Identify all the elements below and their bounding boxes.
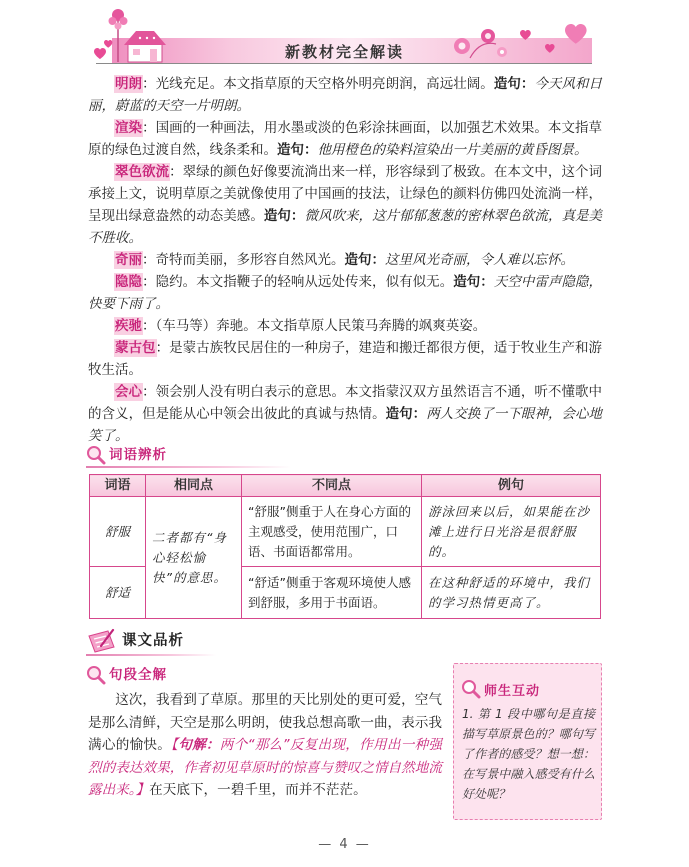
vocab-term: 奇丽 xyxy=(115,252,142,268)
table-header-difference: 不同点 xyxy=(242,475,422,497)
table-cell-example: 在这种舒适的环境中，我们的学习热情更高了。 xyxy=(422,567,601,619)
vocab-entry xyxy=(88,271,602,315)
example-label: 造句： xyxy=(277,142,318,158)
example-label: 造句： xyxy=(344,252,385,268)
section-underline xyxy=(86,466,291,468)
vocab-entry xyxy=(88,337,602,381)
vocab-separator: ： xyxy=(142,384,156,400)
table-cell-word: 舒服 xyxy=(90,497,146,567)
example-label: 造句： xyxy=(493,76,535,92)
teacher-student-interaction-box xyxy=(453,663,602,820)
example-label: 造句： xyxy=(263,208,305,224)
magnifier-icon xyxy=(86,445,106,465)
magnifier-icon xyxy=(461,679,481,699)
vocab-definition: （车马等）奔驰。本文指草原人民策马奔腾的飒爽英姿。 xyxy=(155,318,487,334)
pen-book-icon xyxy=(86,628,118,654)
interaction-heading xyxy=(461,679,540,699)
page-number: — 4 — xyxy=(318,837,371,852)
vocab-term: 隐隐 xyxy=(115,274,143,290)
vocab-term: 疾驰 xyxy=(115,318,142,334)
vocab-term: 会心 xyxy=(115,384,143,400)
table-cell-example: 游泳回来以后，如果能在沙滩上进行日光浴是很舒服的。 xyxy=(422,497,601,567)
example-label: 造句： xyxy=(453,274,494,290)
annotation-close-bracket: 】 xyxy=(135,782,150,799)
table-row xyxy=(90,497,601,567)
section-title: 课文品析 xyxy=(122,633,184,649)
table-cell-difference: “舒适”侧重于客观环境使人感到舒服，多用于书面语。 xyxy=(242,567,422,619)
vocab-definition: 是蒙古族牧民居住的一种房子，建造和搬迁都很方便，适于牧业生产和游牧生活。 xyxy=(88,340,603,378)
table-cell-word: 舒适 xyxy=(90,567,146,619)
vocab-definition: 国画的一种画法，用水墨或淡的色彩涂抹画面，以加强艺术效果。本文指草原的绿色过渡自然，线条柔和。 xyxy=(88,120,603,158)
annotation-label: 句解： xyxy=(178,737,220,754)
vocab-term: 翠色欲流 xyxy=(115,164,170,180)
vocab-definition: 领会别人没有明白表示的意思。本文指蒙汉双方虽然语言不通，听不懂歌中的含义，但是能从心中领会出彼此的真诚与热情。 xyxy=(88,384,603,422)
table-header-row xyxy=(90,475,601,497)
annotation-text: 两个“那么”反复出现，作用出一种强烈的表达效果，作者初见草原时的惊喜与赞叹之情自然地流露出来。 xyxy=(88,737,443,799)
vocab-term: 明朗 xyxy=(115,76,143,92)
vocab-definition: 光线充足。本文指草原的天空格外明亮朗润，高远壮阔。 xyxy=(155,76,494,92)
word-analysis-heading xyxy=(86,445,167,465)
vocab-definition: 奇特而美丽，多形容自然风光。 xyxy=(155,252,345,268)
vocab-entry xyxy=(88,315,602,337)
vocab-separator: ： xyxy=(155,340,170,356)
section-title: 词语辨析 xyxy=(109,447,167,463)
vocab-entry xyxy=(88,249,602,271)
page-header xyxy=(0,0,689,68)
table-header-similarity: 相同点 xyxy=(146,475,242,497)
vocab-entry xyxy=(88,381,602,447)
header-title: 新教材完全解读 xyxy=(284,43,404,61)
word-analysis-table xyxy=(89,474,601,619)
example-sentence: 天空中雷声隐隐，快要下雨了。 xyxy=(88,274,603,312)
vocab-separator: ： xyxy=(142,120,156,136)
table-header-word: 词语 xyxy=(90,475,146,497)
table-cell-difference: “舒服”侧重于人在身心方面的主观感受，使用范围广，口语、书面语都常用。 xyxy=(242,497,422,567)
interaction-title: 师生互动 xyxy=(484,683,541,699)
vocab-term: 蒙古包 xyxy=(115,340,156,356)
vocab-definition: 翠绿的颜色好像要流淌出来一样，形容绿到了极致。在本文中，这个词承接上文，说明草原之美就像使用了中国画的技法，让绿色的颜料仿佛四处流淌一样，呈现出绿意盎然的动态美感。 xyxy=(88,164,603,224)
example-sentence: 两人交换了一下眼神，会心地笑了。 xyxy=(88,406,603,444)
magnifier-icon xyxy=(86,665,106,685)
vocab-separator: ： xyxy=(142,76,156,92)
vocab-separator: ： xyxy=(142,274,156,290)
section-underline xyxy=(86,654,216,656)
example-sentence: 这里风光奇丽，令人难以忘怀。 xyxy=(385,252,574,268)
vocab-definition: 隐约。本文指鞭子的轻响从远处传来，似有似无。 xyxy=(155,274,454,290)
vocabulary-list xyxy=(88,73,602,447)
passage-analysis-heading xyxy=(86,665,167,685)
text-analysis-heading xyxy=(86,628,184,654)
subsection-title: 句段全解 xyxy=(109,667,167,683)
interaction-question: 1. 第 1 段中哪句是直接描写草原景色的？哪句写了作者的感受？想一想：在写景中融入感受有什么好处呢？ xyxy=(462,707,595,801)
example-label: 造句： xyxy=(385,406,427,422)
vocab-term: 渲染 xyxy=(115,120,143,136)
table-header-example: 例句 xyxy=(422,475,601,497)
table-cell-shared-meaning: 二者都有“身心轻松愉快”的意思。 xyxy=(146,497,242,619)
vocab-separator: ： xyxy=(142,252,156,268)
vocab-entry xyxy=(88,161,602,249)
paragraph-text: 在天底下，一碧千里，而并不茫茫。 xyxy=(149,782,367,799)
example-sentence: 微风吹来，这片郁郁葱葱的密林翠色欲流，真是美不胜收。 xyxy=(88,208,603,246)
vocab-entry xyxy=(88,117,602,161)
vocab-separator: ： xyxy=(142,318,156,334)
paragraph-text: 这次，我看到了草原。那里的天比别处的更可爱，空气是那么清鲜，天空是那么明朗，使我总想高歌一曲，表示我满心的愉快。 xyxy=(88,692,442,754)
passage-paragraph xyxy=(88,689,442,802)
example-sentence: 今天风和日丽，蔚蓝的天空一片明朗。 xyxy=(88,76,603,114)
vocab-entry xyxy=(88,73,602,117)
vocab-separator: ： xyxy=(169,164,183,180)
annotation-open-bracket: 【 xyxy=(171,737,179,754)
example-sentence: 他用橙色的染料渲染出一片美丽的黄昏图景。 xyxy=(317,142,588,158)
